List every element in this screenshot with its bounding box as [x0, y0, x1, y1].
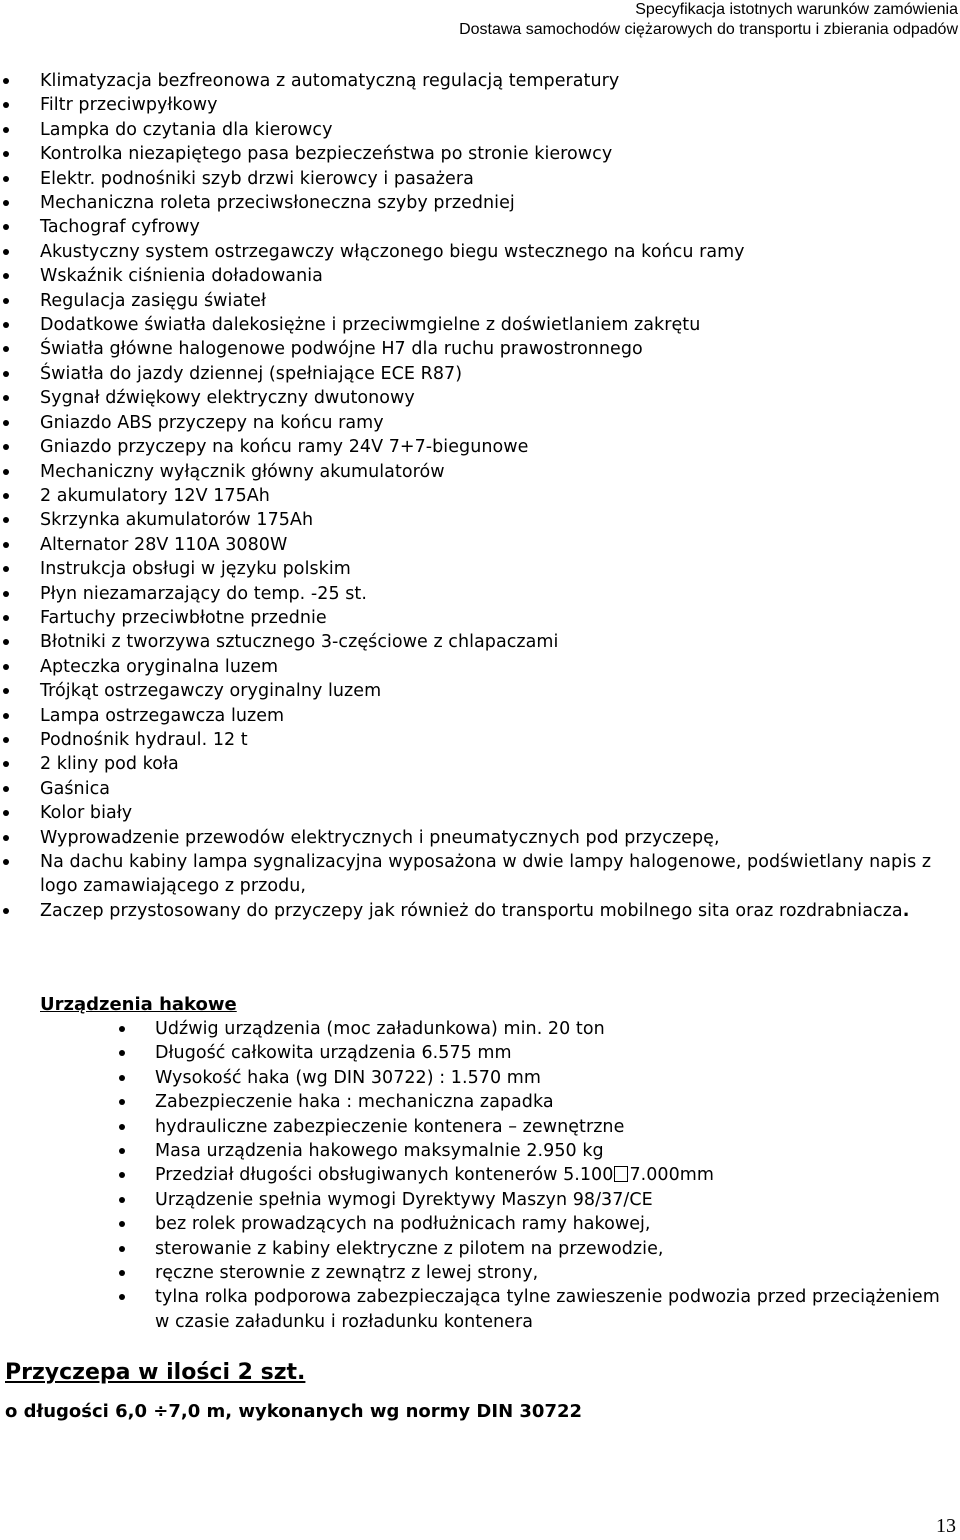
list-item: Wysokość haka (wg DIN 30722) : 1.570 mm	[155, 1066, 945, 1090]
list-item: Gaśnica	[40, 777, 940, 801]
list-item-text: Zaczep przystosowany do przyczepy jak również do transportu mobilnego sita oraz rozdrabniacza	[40, 900, 903, 921]
list-item: Alternator 28V 110A 3080W	[40, 533, 940, 557]
list-item: Lampa ostrzegawcza luzem	[40, 704, 940, 728]
list-item: Długość całkowita urządzenia 6.575 mm	[155, 1041, 945, 1065]
trailer-length-max: 7,0 m, wykonanych wg normy DIN 30722	[168, 1401, 583, 1422]
list-item: Dodatkowe światła dalekosiężne i przeciwmgielne z doświetlaniem zakrętu	[40, 313, 940, 337]
list-item: ręczne sterownie z zewnątrz z lewej strony,	[155, 1261, 945, 1285]
division-sign: ÷	[153, 1401, 169, 1422]
list-item: tylna rolka podporowa zabezpieczająca tylne zawieszenie podwozia przed przeciążeniem w czasie załadunku i rozładunku kontenera	[155, 1285, 945, 1334]
list-item: Filtr przeciwpyłkowy	[40, 93, 940, 117]
page-number: 13	[936, 1515, 956, 1537]
list-item: Tachograf cyfrowy	[40, 215, 940, 239]
list-item: Lampka do czytania dla kierowcy	[40, 118, 940, 142]
list-item: Fartuchy przeciwbłotne przednie	[40, 606, 940, 630]
list-item: Masa urządzenia hakowego maksymalnie 2.950 kg	[155, 1139, 945, 1163]
list-item: Światła główne halogenowe podwójne H7 dla ruchu prawostronnego	[40, 337, 940, 361]
list-item: Podnośnik hydraul. 12 t	[40, 728, 940, 752]
list-item: bez rolek prowadzących na podłużnicach ramy hakowej,	[155, 1212, 945, 1236]
list-item-text: Przedział długości obsługiwanych kontenerów 5.100	[155, 1165, 614, 1186]
list-item: Zabezpieczenie haka : mechaniczna zapadka	[155, 1090, 945, 1114]
page-header	[459, 0, 958, 40]
hook-section-title: Urządzenia hakowe	[40, 994, 237, 1015]
list-item	[155, 1163, 945, 1187]
list-item: Instrukcja obsługi w języku polskim	[40, 557, 940, 581]
list-item: Wyprowadzenie przewodów elektrycznych i pneumatycznych pod przyczepę,	[40, 826, 940, 850]
list-item: Akustyczny system ostrzegawczy włączonego biegu wstecznego na końcu ramy	[40, 240, 940, 264]
list-item: Elektr. podnośniki szyb drzwi kierowcy i pasażera	[40, 167, 940, 191]
list-item: Apteczka oryginalna luzem	[40, 655, 940, 679]
list-item: Kolor biały	[40, 801, 940, 825]
list-item: Mechaniczny wyłącznik główny akumulatorów	[40, 460, 940, 484]
list-item: Mechaniczna roleta przeciwsłoneczna szyby przedniej	[40, 191, 940, 215]
list-item: Płyn niezamarzający do temp. -25 st.	[40, 582, 940, 606]
list-item: Wskaźnik ciśnienia doładowania	[40, 264, 940, 288]
list-item: hydrauliczne zabezpieczenie kontenera – zewnętrzne	[155, 1115, 945, 1139]
trailer-subtitle	[5, 1399, 582, 1425]
list-item: Gniazdo przyczepy na końcu ramy 24V 7+7-biegunowe	[40, 435, 940, 459]
list-item: Klimatyzacja bezfreonowa z automatyczną regulacją temperatury	[40, 69, 940, 93]
list-item: Urządzenie spełnia wymogi Dyrektywy Maszyn 98/37/CE	[155, 1188, 945, 1212]
list-item: Trójkąt ostrzegawczy oryginalny luzem	[40, 679, 940, 703]
header-tender-title: Dostawa samochodów ciężarowych do transportu i zbierania odpadów	[459, 21, 958, 38]
trailer-length-min: o długości 6,0	[5, 1401, 154, 1422]
list-item: Kontrolka niezapiętego pasa bezpieczeństwa po stronie kierowcy	[40, 142, 940, 166]
list-item: Regulacja zasięgu świateł	[40, 289, 940, 313]
list-item: sterowanie z kabiny elektryczne z pilotem na przewodzie,	[155, 1237, 945, 1261]
list-item: Udźwig urządzenia (moc załadunkowa) min. 20 ton	[155, 1017, 945, 1041]
list-item: Na dachu kabiny lampa sygnalizacyjna wyposażona w dwie lampy halogenowe, podświetlany napis z logo zamawiającego z przodu,	[40, 850, 940, 899]
equipment-list	[40, 69, 940, 923]
list-item: Światła do jazdy dziennej (spełniające ECE R87)	[40, 362, 940, 386]
trailer-section-title: Przyczepa w ilości 2 szt.	[5, 1360, 306, 1385]
list-item: 2 kliny pod koła	[40, 752, 940, 776]
list-item: Gniazdo ABS przyczepy na końcu ramy	[40, 411, 940, 435]
range-end-value: 7.000mm	[629, 1165, 714, 1186]
list-item	[40, 899, 940, 923]
list-item-end-mark: .	[902, 900, 910, 921]
list-item: Sygnał dźwiękowy elektryczny dwutonowy	[40, 386, 940, 410]
list-item: 2 akumulatory 12V 175Ah	[40, 484, 940, 508]
list-item: Skrzynka akumulatorów 175Ah	[40, 508, 940, 532]
list-item: Błotniki z tworzywa sztucznego 3-częściowe z chlapaczami	[40, 630, 940, 654]
missing-glyph-box-icon	[614, 1166, 628, 1182]
header-spec-title: Specyfikacja istotnych warunków zamówienia	[635, 1, 958, 18]
hook-spec-list	[155, 1017, 945, 1334]
